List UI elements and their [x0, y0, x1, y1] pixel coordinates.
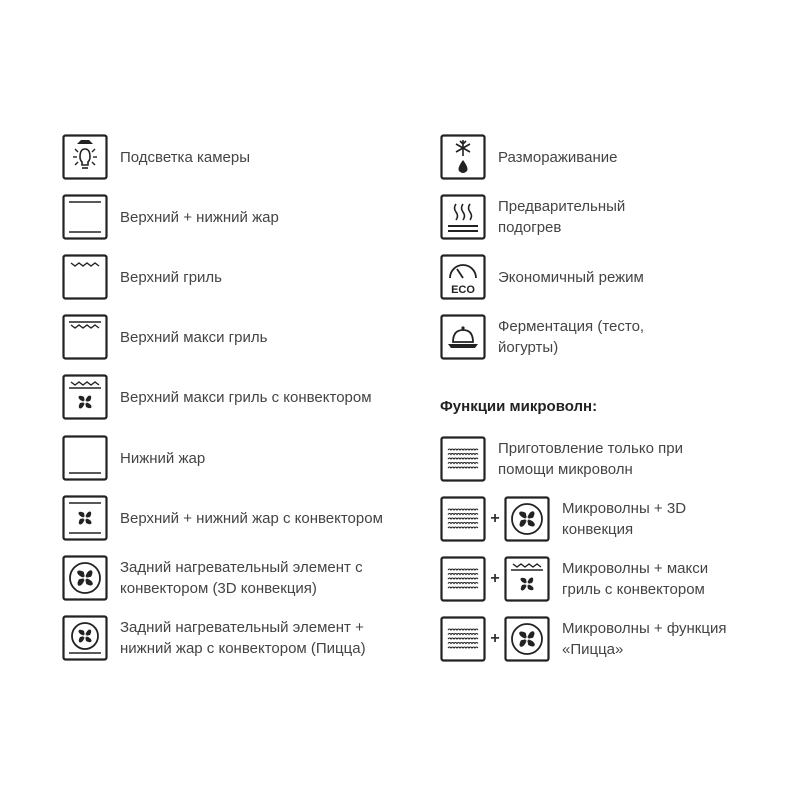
function-label — [120, 387, 372, 408]
label-line: Верхний макси гриль с конвектором — [120, 388, 372, 406]
label-line: Нижний жар — [120, 449, 206, 467]
rear-element-fan-icon — [504, 616, 550, 662]
function-label — [498, 438, 683, 480]
label-line: Подсветка камеры — [120, 148, 250, 166]
microwave-icon — [440, 556, 486, 602]
label-line: «Пицца» — [562, 641, 624, 658]
function-item — [440, 314, 644, 360]
rear-element-fan-icon — [62, 555, 108, 601]
plus-sign: + — [490, 570, 500, 587]
label-line: подогрев — [498, 219, 562, 236]
label-line: Задний нагревательный элемент + — [120, 619, 364, 636]
function-label — [120, 617, 366, 659]
label-line: конвекция — [562, 521, 634, 538]
label-line: помощи микроволн — [498, 461, 633, 478]
function-item — [62, 435, 205, 481]
label-line: нижний жар с конвектором (Пицца) — [120, 640, 366, 657]
label-line: Экономичный режим — [498, 268, 644, 286]
microwave-item — [440, 496, 686, 542]
function-label — [498, 316, 644, 358]
label-line: Верхний макси гриль — [120, 328, 268, 346]
label-line: Верхний гриль — [120, 268, 222, 286]
function-item — [440, 134, 617, 180]
svg-text:ECO: ECO — [451, 284, 475, 296]
preheat-icon — [440, 194, 486, 240]
plus-sign: + — [490, 510, 500, 527]
function-label — [120, 508, 383, 529]
function-item — [62, 555, 363, 601]
function-label — [498, 196, 625, 238]
microwave-functions-heading: Функции микроволн: — [440, 398, 598, 415]
max-grill-fan-icon — [62, 374, 108, 420]
function-label — [498, 267, 644, 288]
label-line: Верхний + нижний жар с конвектором — [120, 509, 383, 527]
function-label — [120, 448, 205, 469]
function-item — [62, 194, 279, 240]
top-grill-icon — [62, 254, 108, 300]
function-label — [120, 327, 267, 348]
label-line: Приготовление только при — [498, 440, 683, 457]
microwave-icon — [440, 436, 486, 482]
function-item — [62, 314, 267, 360]
microwave-item — [440, 616, 726, 662]
pizza-mode-icon — [62, 615, 108, 661]
function-label — [498, 147, 617, 168]
label-line: Микроволны + 3D — [562, 500, 687, 517]
function-label — [120, 207, 279, 228]
microwave-item — [440, 556, 708, 602]
function-label — [120, 557, 363, 599]
microwave-icon — [440, 496, 486, 542]
top-bottom-heat-icon — [62, 194, 108, 240]
function-item — [62, 495, 383, 541]
label-line: конвектором (3D конвекция) — [120, 580, 317, 597]
function-label — [562, 618, 726, 660]
label-line: Верхний + нижний жар — [120, 208, 279, 226]
function-label — [562, 498, 686, 540]
label-line: Размораживание — [498, 148, 618, 166]
label-line: Задний нагревательный элемент с — [120, 559, 363, 576]
top-bottom-fan-icon — [62, 495, 108, 541]
oven-light-icon — [62, 134, 108, 180]
function-item — [62, 374, 372, 420]
label-line: йогурты) — [498, 339, 559, 356]
function-item — [62, 254, 222, 300]
function-item — [62, 615, 366, 661]
label-line: Предварительный — [498, 198, 626, 215]
function-item — [440, 194, 625, 240]
fermentation-icon — [440, 314, 486, 360]
eco-mode-icon — [440, 254, 486, 300]
bottom-heat-icon — [62, 435, 108, 481]
function-label — [562, 558, 708, 600]
microwave-icon — [440, 616, 486, 662]
label-line: гриль с конвектором — [562, 581, 705, 598]
function-label — [120, 147, 250, 168]
max-grill-fan-icon — [504, 556, 550, 602]
label-line: Ферментация (тесто, — [498, 318, 645, 335]
microwave-item — [440, 436, 683, 482]
plus-sign: + — [490, 630, 500, 647]
function-label — [120, 267, 222, 288]
defrost-icon — [440, 134, 486, 180]
top-max-grill-icon — [62, 314, 108, 360]
label-line: Микроволны + макси — [562, 560, 709, 577]
function-item — [440, 254, 644, 300]
function-item — [62, 134, 250, 180]
label-line: Микроволны + функция — [562, 620, 727, 637]
rear-element-fan-icon — [504, 496, 550, 542]
